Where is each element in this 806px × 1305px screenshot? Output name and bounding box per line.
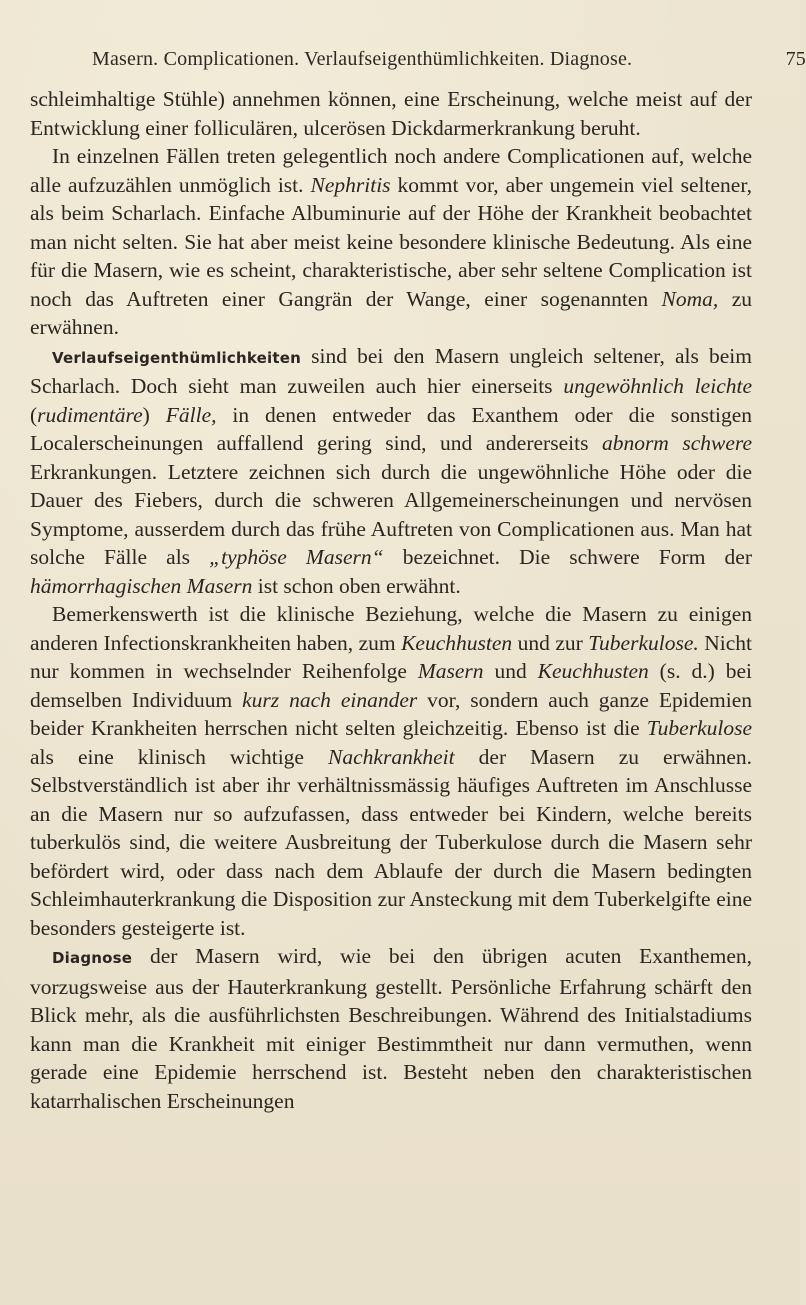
text-run: zu erwähnen. — [30, 286, 753, 339]
text-run: Bemerkenswerth ist die klinische Beziehung, welche die Masern zu einigen anderen Infectionskrankheiten haben, zum — [30, 602, 752, 655]
italic-term: Nachkrankheit — [328, 744, 455, 769]
paragraph-complications — [30, 142, 752, 342]
italic-term: „typhöse Masern“ — [209, 545, 384, 569]
italic-term: Noma, — [661, 286, 719, 311]
paragraph-course-peculiarities — [30, 342, 752, 601]
italic-term: Tuberkulose — [646, 716, 752, 740]
paragraph-continuation — [30, 85, 752, 142]
italic-term: ungewöhnlich leichte — [563, 374, 753, 398]
text-run: und — [483, 659, 538, 683]
header-title: Masern. Complicationen. Verlaufseigenthümlichkeiten. Diagnose. — [92, 48, 633, 70]
page-number: 75 — [785, 48, 806, 70]
text-run: kommt vor, aber ungemein viel seltener, als beim Scharlach. Einfache Albuminurie auf der Höhe der Krankheit beobachtet man nicht selten. Sie hat aber meist keine besondere klinische Bedeutung. Als eine für die Masern, wie es scheint, charakteristische, aber sehr seltene Complication ist noch das Auftreten einer Gangrän der Wange, einer sogenannten — [30, 172, 753, 311]
italic-term: Tuberkulose. — [588, 630, 699, 655]
paragraph-relations — [30, 600, 752, 942]
text-run: Erkrankungen. Letztere zeichnen sich durch die ungewöhnliche Höhe oder die Dauer des Fiebers, durch die schweren Allgemeinerscheinungen und nervösen Symptome, ausserdem durch das frühe Auftreten von Complicationen aus. Man hat solche Fälle als — [30, 459, 752, 569]
paragraph-text: schleimhaltige Stühle) annehmen können, eine Erscheinung, welche meist auf der Entwicklung einer folliculären, ulcerösen Dickdarmerkrankung beruht. — [30, 87, 752, 140]
italic-term: rudimentäre — [37, 402, 143, 427]
paragraph-diagnosis — [30, 942, 752, 1115]
body-text — [30, 85, 752, 1115]
text-run: sind bei den Masern ungleich seltener, als beim Scharlach. Doch sieht man zuweilen auch hier einerseits — [30, 343, 752, 398]
italic-term: kurz nach einander — [242, 687, 418, 712]
text-run: (s. d.) bei demselben Individuum — [30, 659, 753, 712]
italic-term: Fälle, — [165, 402, 217, 427]
text-run: ist schon oben erwähnt. — [252, 573, 461, 598]
text-run: In einzelnen Fällen treten gelegentlich noch andere Complicationen auf, welche alle aufzuzählen unmöglich ist. — [30, 144, 752, 197]
text-run: und zur — [512, 630, 589, 655]
running-head — [92, 48, 806, 71]
italic-term: Nephritis — [310, 172, 391, 197]
text-run: ( — [30, 402, 38, 427]
text-run: in denen entweder das Exanthem oder die sonstigen Localerscheinungen auffallend gering sind, und andererseits — [30, 402, 752, 455]
text-run: vor, sondern auch ganze Epidemien beider Krankheiten herrschen nicht selten gleichzeitig. Ebenso ist die — [30, 687, 752, 740]
text-run: ) — [142, 402, 166, 427]
text-run: der Masern wird, wie bei den übrigen acuten Exanthemen, vorzugsweise aus der Hauterkrankung gestellt. Persönliche Erfahrung schärft den Blick mehr, als die ausführlichsten Beschreibungen. Während des Initialstadiums kann man die Krankheit mit einiger Bestimmtheit nur dann vermuthen, wenn gerade eine Epidemie herrschend ist. Besteht neben den charakteristischen katarrhalischen Erscheinungen — [30, 944, 752, 1113]
italic-term: Keuchhusten — [537, 659, 649, 683]
section-lead-heading: Verlaufseigenthümlichkeiten — [52, 348, 301, 367]
text-run: der Masern zu erwähnen. Selbstverständlich ist aber ihr verhältnissmässig häufiges Auftreten im Anschlusse an die Masern nur so aufzufassen, dass entweder bei Kindern, welche bereits tuberkulös sind, die weitere Ausbreitung der Tuberkulose durch die Masern sehr befördert wird, oder dass nach dem Ablaufe der durch die Masern bedingten Schleimhauterkrankung die Disposition zur Ansteckung mit dem Tuberkelgifte eine besonders gesteigerte ist. — [30, 744, 752, 940]
italic-term: Keuchhusten — [401, 630, 513, 655]
section-lead-heading: Diagnose — [52, 949, 133, 967]
italic-term: hämorrhagischen Masern — [30, 573, 253, 598]
italic-term: Masern — [417, 659, 484, 683]
text-run: als eine klinisch wichtige — [30, 744, 329, 769]
text-run: bezeichnet. Die schwere Form der — [383, 545, 752, 569]
italic-term: abnorm schwere — [601, 431, 752, 455]
text-run: Nicht nur kommen in wechselnder Reihenfolge — [30, 630, 752, 683]
